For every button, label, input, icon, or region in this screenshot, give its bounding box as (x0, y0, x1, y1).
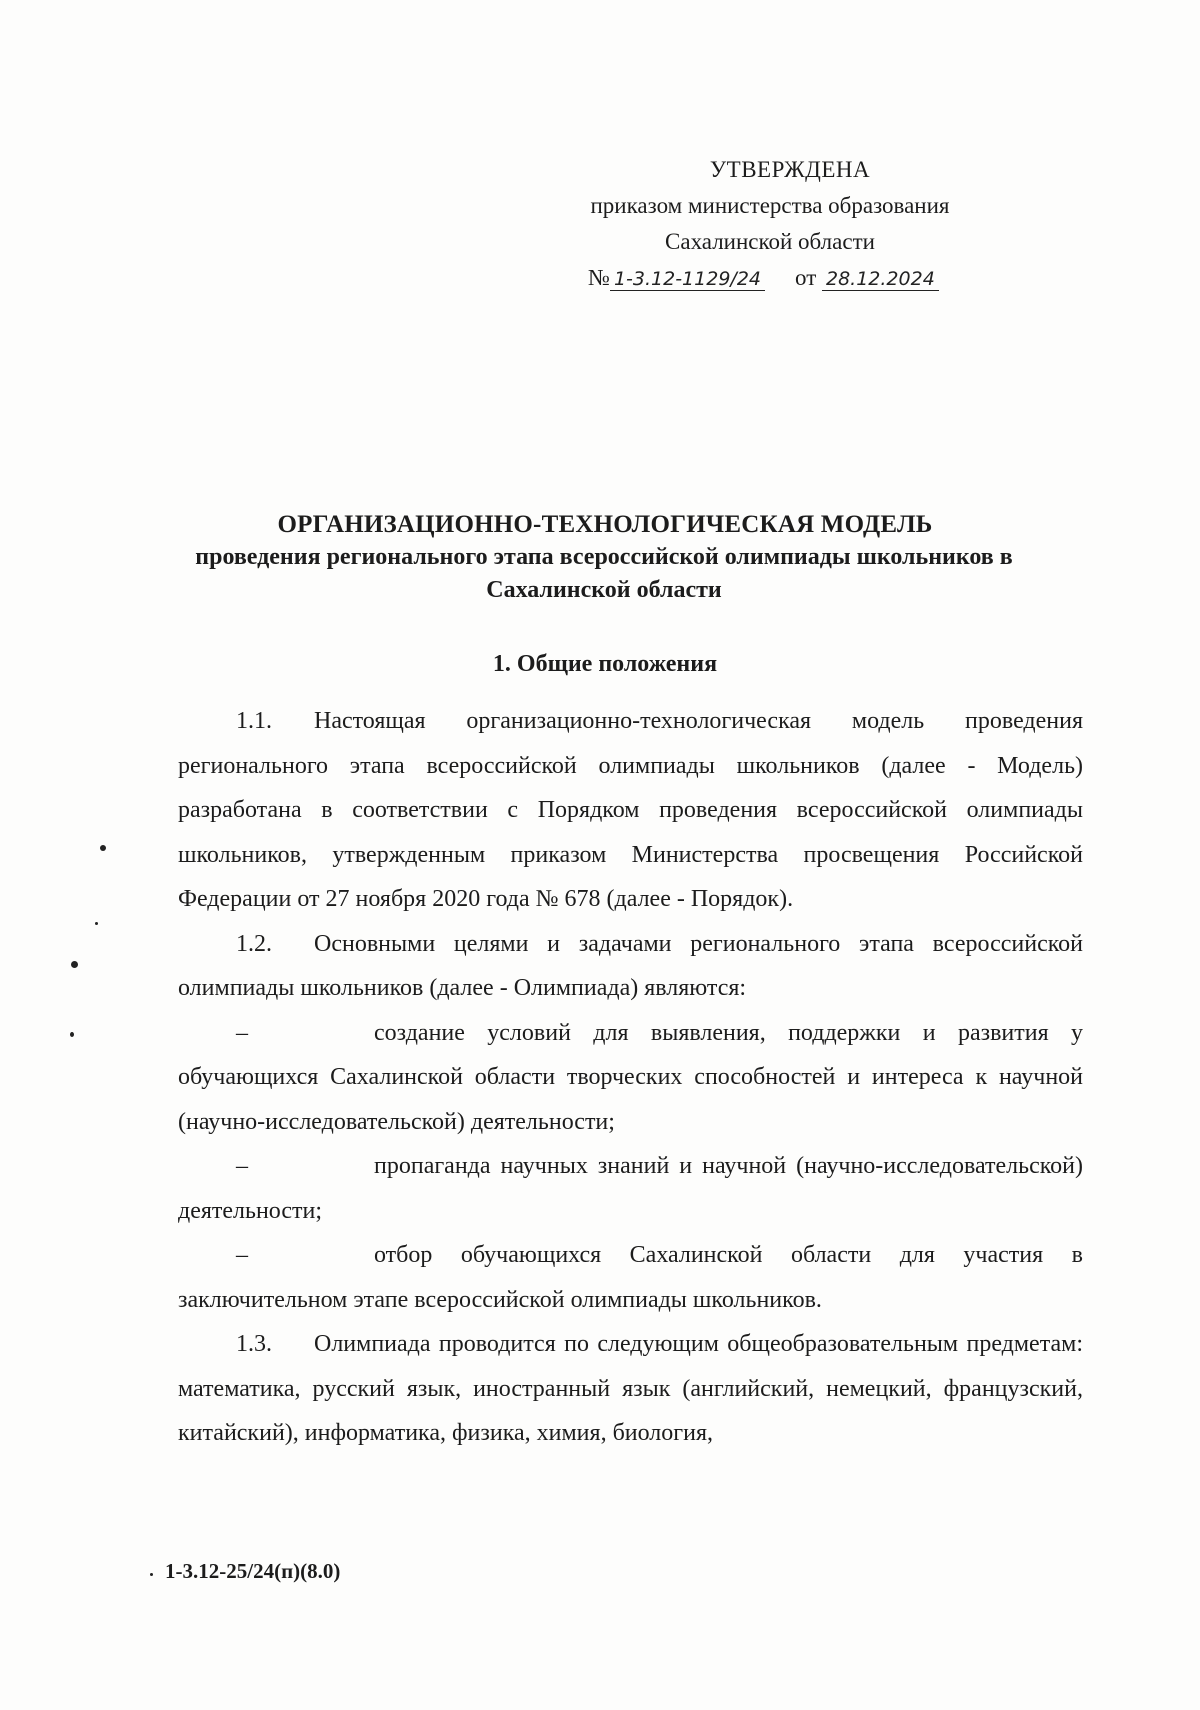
paragraph-text: Основными целями и задачами регионального этапа всероссийской олимпиады школьников (далее - Олимпиада) являются: (178, 930, 1083, 1001)
paragraph-number: 1.1. (236, 708, 272, 734)
order-date-handwritten: 28.12.2024 (822, 268, 939, 291)
approval-region-line: Сахалинской области (665, 229, 875, 254)
approval-block (560, 152, 980, 297)
bullet-dash: – (236, 1153, 248, 1179)
bullet-item-2 (178, 1144, 1083, 1233)
scan-speck (71, 961, 78, 968)
bullet-text: создание условий для выявления, поддержки и развития у обучающихся Сахалинской области творческих способностей и интереса к научной (научно-исследовательской) деятельности; (178, 1019, 1083, 1135)
order-number-prefix: № (588, 265, 610, 290)
scan-speck (95, 922, 98, 925)
scan-speck (150, 1573, 153, 1576)
scan-speck (100, 845, 106, 851)
order-date (795, 260, 939, 297)
paragraph-number: 1.2. (236, 930, 272, 957)
order-number (588, 260, 765, 297)
document-title: ОРГАНИЗАЦИОННО-ТЕХНОЛОГИЧЕСКАЯ МОДЕЛЬ (277, 511, 933, 538)
document-title-block (140, 508, 1070, 607)
document-body (178, 699, 1083, 1456)
paragraph-text: Олимпиада проводится по следующим общеобразовательным предметам: математика, русский язык, иностранный язык (английский, немецкий, французский, китайский), информатика, физика, химия, биология, (178, 1331, 1083, 1446)
paragraph-text: Настоящая организационно-технологическая модель проведения регионального этапа всероссийской олимпиады школьников (далее - Модель) разработана в соответствии с Порядком проведения всероссийской олимпиады школьников, утвержденным приказом Министерства просвещения Российской Федерации от 27 ноября 2020 года № 678 (далее - Порядок). (178, 708, 1083, 912)
bullet-text: пропаганда научных знаний и научной (научно-исследовательской) деятельности; (178, 1153, 1083, 1224)
paragraph-1-1 (178, 699, 1083, 922)
bullet-item-1 (178, 1011, 1083, 1145)
bullet-dash: – (236, 1242, 248, 1268)
bullet-item-3 (178, 1233, 1083, 1322)
order-number-handwritten: 1-3.12-1129/24 (610, 268, 765, 291)
scan-speck (70, 1032, 74, 1037)
document-footer-code: 1-3.12-25/24(п)(8.0) (165, 1559, 341, 1583)
bullet-dash: – (236, 1019, 248, 1046)
order-date-prefix: от (795, 265, 817, 290)
section-heading: 1. Общие положения (492, 651, 718, 677)
paragraph-1-2 (178, 922, 1083, 1011)
document-subtitle: проведения регионального этапа всероссийской олимпиады школьников в Сахалинской области (195, 544, 1013, 603)
paragraph-1-3 (178, 1322, 1083, 1456)
approval-heading: УТВЕРЖДЕНА (709, 157, 871, 182)
bullet-text: отбор обучающихся Сахалинской области для участия в заключительном этапе всероссийской олимпиады школьников. (178, 1242, 1083, 1313)
approval-order-line: приказом министерства образования (590, 193, 950, 218)
paragraph-number: 1.3. (236, 1331, 272, 1357)
approval-number-line (560, 260, 980, 297)
